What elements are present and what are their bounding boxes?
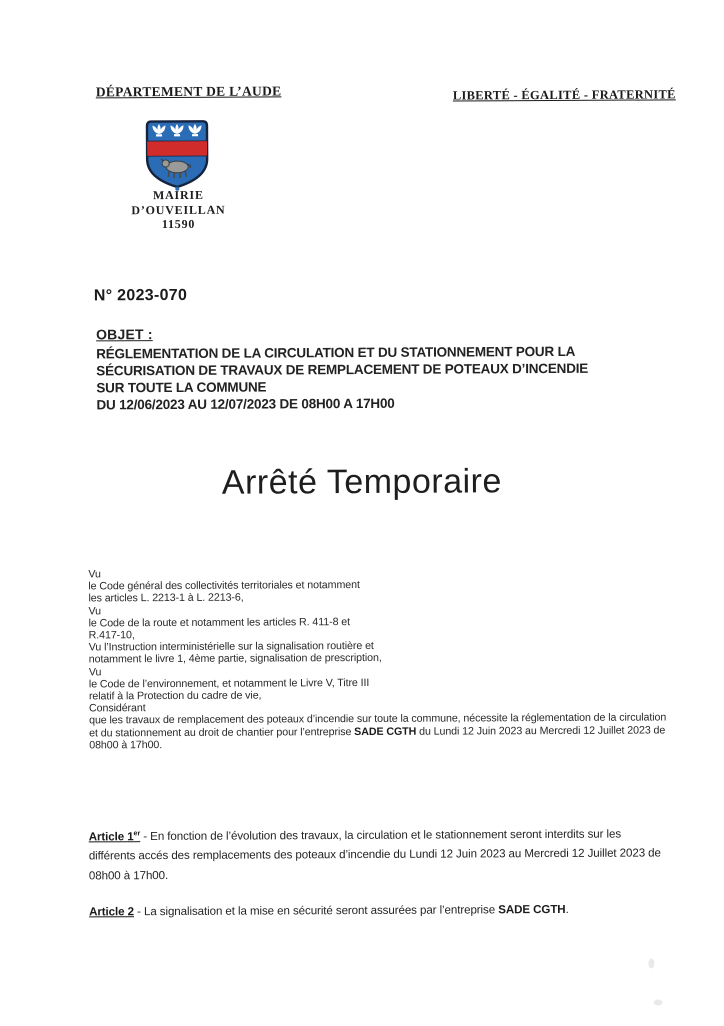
department-heading: DÉPARTEMENT DE L’AUDE — [95, 83, 282, 100]
objet-line: RÉGLEMENTATION DE LA CIRCULATION ET DU STATIONNEMENT POUR LA — [96, 343, 576, 362]
scan-artifact — [654, 999, 663, 1005]
visa-line: Vu — [88, 568, 101, 581]
visa-line: les articles L. 2213-1 à L. 2213-6, — [88, 592, 244, 605]
visa-line: le Code de l’environnement, et notamment le Livre V, Titre III — [88, 676, 370, 691]
article-1-label-sup: er — [133, 828, 141, 838]
coat-of-arms-icon — [144, 118, 210, 197]
visa-line: relatif à la Protection du cadre de vie, — [88, 689, 262, 703]
visa-line: R.417-10, — [88, 629, 135, 642]
company-name: SADE CGTH — [354, 725, 417, 738]
objet-dates-line: DU 12/06/2023 AU 12/07/2023 DE 08H00 A 17H00 — [96, 395, 395, 413]
objet-line: SÉCURISATION DE TRAVAUX DE REMPLACEMENT DE POTEAUX D’INCENDIE — [96, 360, 589, 379]
article-2 — [89, 899, 664, 922]
article-2-body-end: . — [565, 902, 569, 916]
visas-block — [88, 565, 667, 751]
article-1-body: - En fonction de l’évolution des travaux, la circulation et le stationnement seront interdits sur les différents accés des remplacements des poteaux d’incendie du Lundi 12 Juin 2023 au Mercredi 12 Juillet 2023 de 08h00 à 17h00. — [88, 827, 661, 883]
mairie-name-line1: MAIRIE — [152, 187, 204, 203]
considerant-paragraph — [89, 712, 667, 752]
visa-line: le Code de la route et notamment les articles R. 411-8 et — [88, 615, 351, 630]
article-2-body: - La signalisation et la mise en sécurité seront assurées par l’entreprise — [133, 903, 499, 919]
scan-artifact — [648, 958, 654, 968]
objet-section — [96, 323, 671, 413]
visa-line: Considérant — [88, 702, 146, 715]
visa-line: notamment le livre 1, 4ème partie, signalisation de prescription, — [88, 652, 382, 666]
mairie-name-line2: D’OUVEILLAN — [131, 202, 226, 217]
mairie-postal-code: 11590 — [161, 216, 196, 232]
considerant-text: du Lundi 12 Juin 2023 au Mercredi 12 Juillet 2023 de 08h00 à 17h00. — [89, 724, 666, 752]
decree-number: N° 2023-070 — [93, 286, 188, 305]
page-title: Arrêté Temporaire — [221, 462, 502, 502]
visa-line: le Code général des collectivités territoriales et notamment — [88, 579, 360, 593]
visa-line: Vu — [88, 604, 102, 618]
article-1 — [89, 820, 664, 885]
mairie-identity — [114, 188, 242, 232]
considerant-text: que les travaux de remplacement des poteaux d’incendie sur toute la commune, nécessite la réglementation de la circulation et du stationnement au droit de chantier pour l’entreprise — [89, 711, 667, 740]
article-2-label: Article 2 — [89, 905, 134, 919]
objet-line: SUR TOUTE LA COMMUNE — [96, 379, 267, 396]
objet-heading: OBJET : — [96, 326, 153, 343]
shield-icon — [144, 118, 210, 192]
article-1-label-text: Article 1 — [88, 830, 134, 844]
visa-line: Vu — [88, 665, 102, 679]
article-1-label — [89, 830, 141, 843]
motto-heading: LIBERTÉ - ÉGALITÉ - FRATERNITÉ — [452, 87, 676, 103]
company-name: SADE CGTH — [498, 902, 566, 917]
visa-line: Vu l’Instruction interministérielle sur la signalisation routière et — [88, 640, 374, 654]
